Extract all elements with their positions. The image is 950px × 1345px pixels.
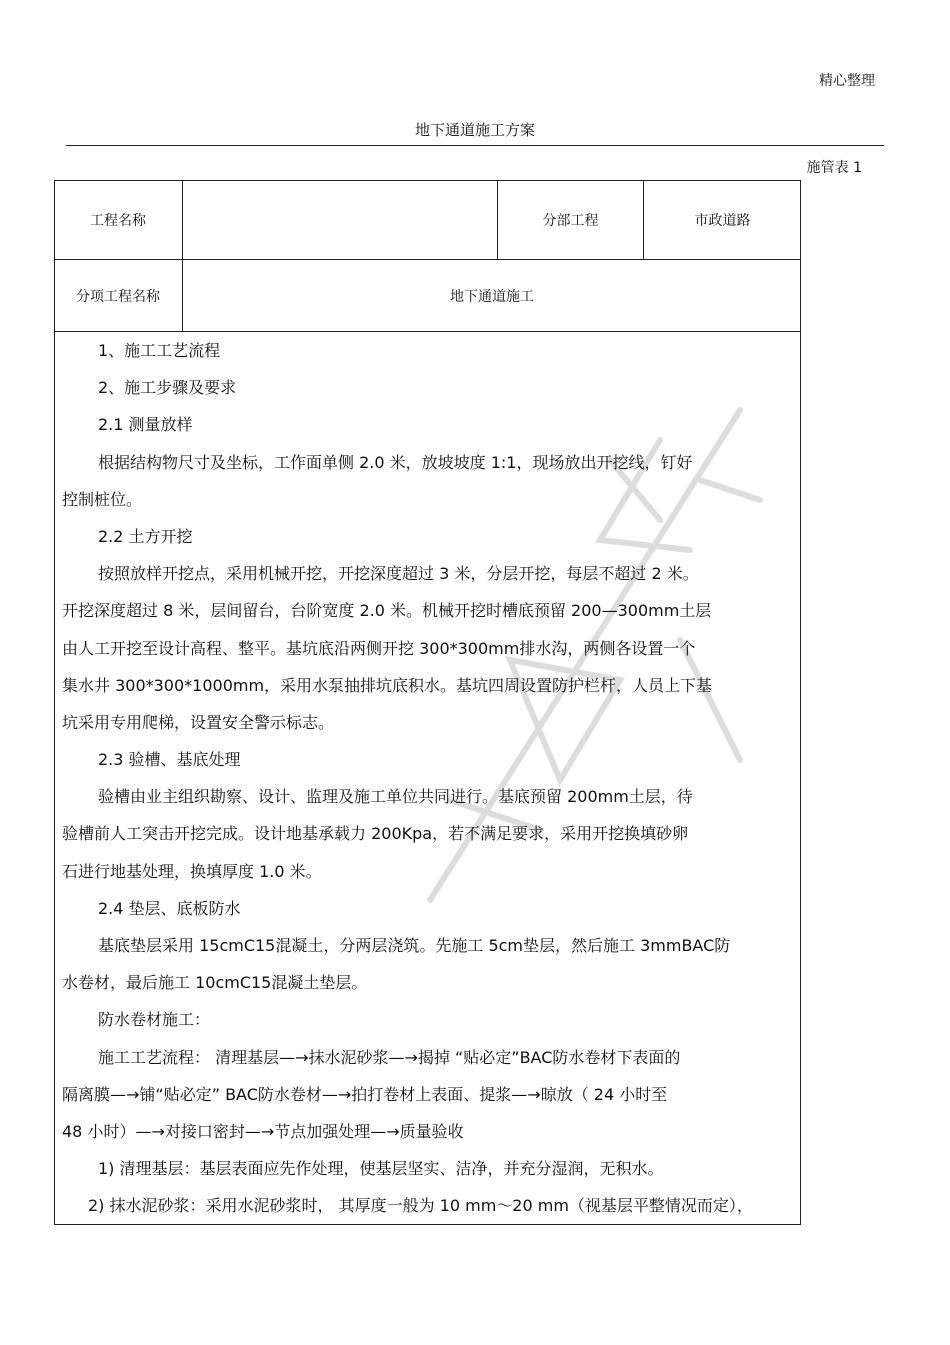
text-line: 防水卷材施工： xyxy=(98,1010,211,1030)
text-line: 集水井 300*300*1000mm，采用水泵抽排坑底积水。基坑四周设置防护栏杆，人员上下基 xyxy=(62,675,713,695)
text-line: 由人工开挖至设计高程、整平。基坑底沿两侧开挖 300*300mm排水沟，两侧各设置一个 xyxy=(62,638,696,658)
text-line: 控制桩位。 xyxy=(62,489,143,509)
text-line: 开挖深度超过 8 米，层间留台，台阶宽度 2.0 米。机械开挖时槽底预留 200—300mm土层 xyxy=(62,601,712,621)
text-line: 2.1 测量放样 xyxy=(98,415,193,435)
text-line: 2、施工步骤及要求 xyxy=(98,378,237,398)
project-name-label: 工程名称 xyxy=(90,212,146,229)
division-label: 分部工程 xyxy=(542,212,599,229)
division-value: 市政道路 xyxy=(694,212,751,229)
text-line: 按照放样开挖点，采用机械开挖，开挖深度超过 3 米，分层开挖，每层不超过 2 米。 xyxy=(98,564,699,584)
subitem-value: 地下通道施工 xyxy=(450,288,534,305)
text-line: 1) 清理基层：基层表面应先作处理，使基层坚实、洁净，并充分湿润，无积水。 xyxy=(98,1159,664,1179)
title-divider xyxy=(66,145,884,146)
text-line: 隔离膜—→铺“贴必定” BAC防水卷材—→拍打卷材上表面、提浆—→晾放（ 24 小时至 xyxy=(62,1084,668,1104)
project-name-value xyxy=(183,180,497,259)
body-text xyxy=(62,332,797,1225)
text-line: 验槽前人工突击开挖完成。设计地基承载力 200Kpa，若不满足要求，采用开挖换填砂卵 xyxy=(62,824,689,844)
text-line: 坑采用专用爬梯，设置安全警示标志。 xyxy=(62,712,335,732)
text-line: 水卷材，最后施工 10cmC15混凝土垫层。 xyxy=(62,973,368,993)
text-line: 根据结构物尺寸及坐标，工作面单侧 2.0 米，放坡坡度 1:1，现场放出开挖线，钉好 xyxy=(98,452,693,472)
text-line: 2) 抹水泥砂浆：采用水泥砂浆时， 其厚度一般为 10 mm～20 mm（视基层平整情况而定）， xyxy=(88,1196,753,1216)
text-line: 基底垫层采用 15cmC15混凝土，分两层浇筑。先施工 5cm垫层，然后施工 3mmBAC防 xyxy=(98,936,731,955)
table-number: 施管表 1 xyxy=(806,160,862,176)
text-line: 48 小时）—→对接口密封—→节点加强处理—→质量验收 xyxy=(62,1121,464,1141)
page-title: 地下通道施工方案 xyxy=(414,121,535,139)
text-line: 1、施工工艺流程 xyxy=(98,341,221,360)
text-line: 2.3 验槽、基底处理 xyxy=(98,750,241,770)
text-line: 施工工艺流程： 清理基层—→抹水泥砂浆—→揭掉 “贴必定”BAC防水卷材下表面的 xyxy=(98,1047,681,1067)
subitem-label: 分项工程名称 xyxy=(76,288,160,305)
corner-note: 精心整理 xyxy=(819,73,875,89)
text-line: 2.4 垫层、底板防水 xyxy=(98,898,241,918)
text-line: 石进行地基处理，换填厚度 1.0 米。 xyxy=(62,861,322,881)
text-line: 2.2 土方开挖 xyxy=(98,526,193,546)
text-line: 验槽由业主组织勘察、设计、监理及施工单位共同进行。基底预留 200mm土层，待 xyxy=(98,787,693,807)
